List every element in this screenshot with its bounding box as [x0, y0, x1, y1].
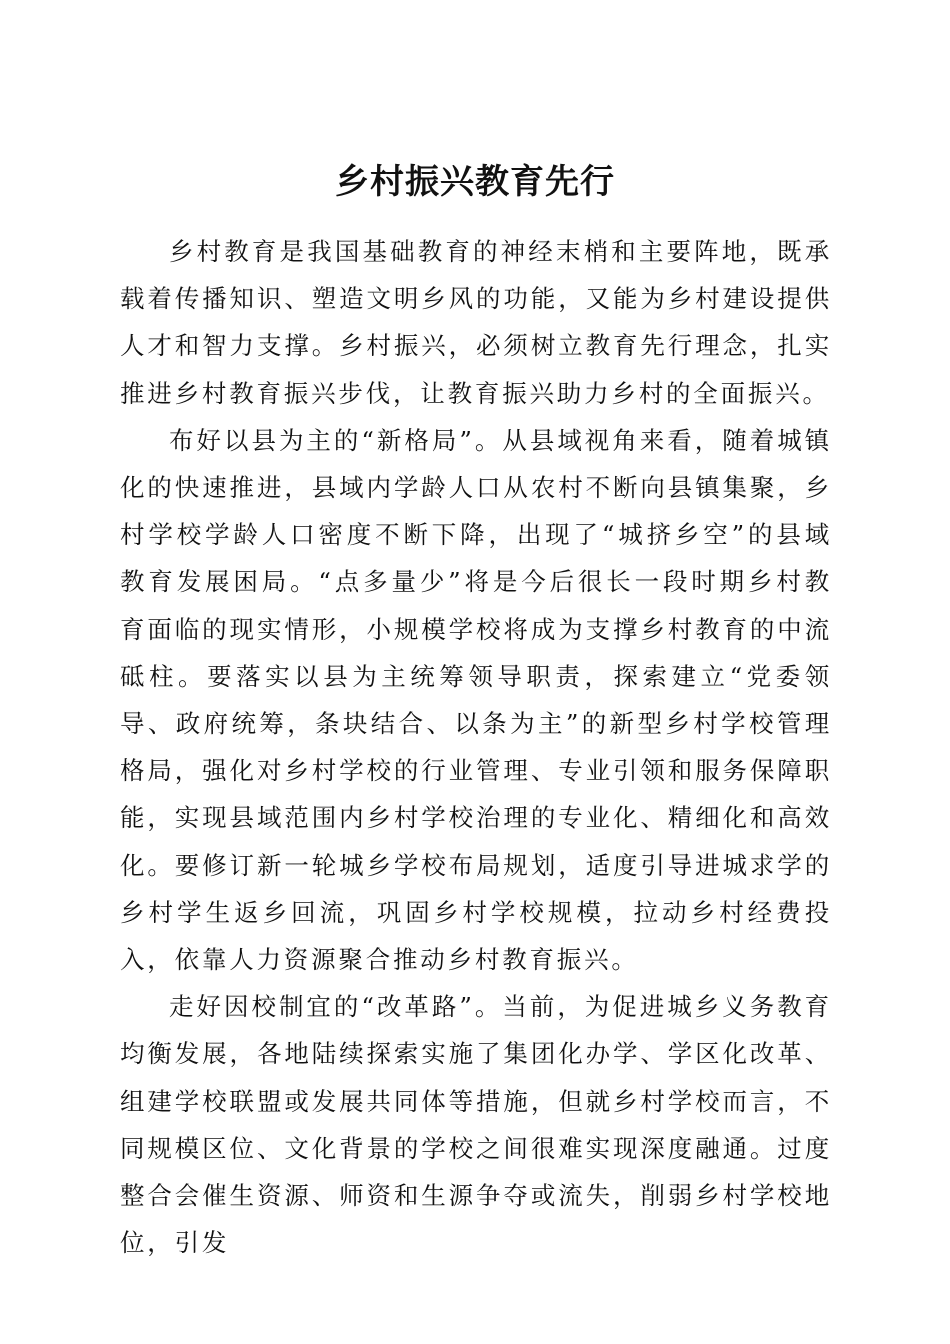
- paragraph-reform-path: 走好因校制宜的“改革路”。当前，为促进城乡义务教育均衡发展，各地陆续探索实施了集团化办学、学区化改革、组建学校联盟或发展共同体等措施，但就乡村学校而言，不同规模区位、文化背景的学校之间很难实现深度融通。过度整合会催生资源、师资和生源争夺或流失，削弱乡村学校地位，引发: [120, 992, 832, 1258]
- paragraph-intro: 乡村教育是我国基础教育的神经末梢和主要阵地，既承载着传播知识、塑造文明乡风的功能，又能为乡村建设提供人才和智力支撑。乡村振兴，必须树立教育先行理念，扎实推进乡村教育振兴步伐，让教育振兴助力乡村的全面振兴。: [120, 237, 832, 408]
- document-title: 乡村振兴教育先行: [335, 161, 615, 202]
- document-body: [120, 228, 832, 1266]
- paragraph-county-pattern: 布好以县为主的“新格局”。从县域视角来看，随着城镇化的快速推进，县域内学龄人口从农村不断向县镇集聚，乡村学校学龄人口密度不断下降，出现了“城挤乡空”的县域教育发展困局。“点多量少”将是今后很长一段时期乡村教育面临的现实情形，小规模学校将成为支撑乡村教育的中流砥柱。要落实以县为主统筹领导职责，探索建立“党委领导、政府统筹，条块结合、以条为主”的新型乡村学校管理格局，强化对乡村学校的行业管理、专业引领和服务保障职能，实现县域范围内乡村学校治理的专业化、精细化和高效化。要修订新一轮城乡学校布局规划，适度引导进城求学的乡村学生返乡回流，巩固乡村学校规模，拉动乡村经费投入，依靠人力资源聚合推动乡村教育振兴。: [120, 425, 832, 975]
